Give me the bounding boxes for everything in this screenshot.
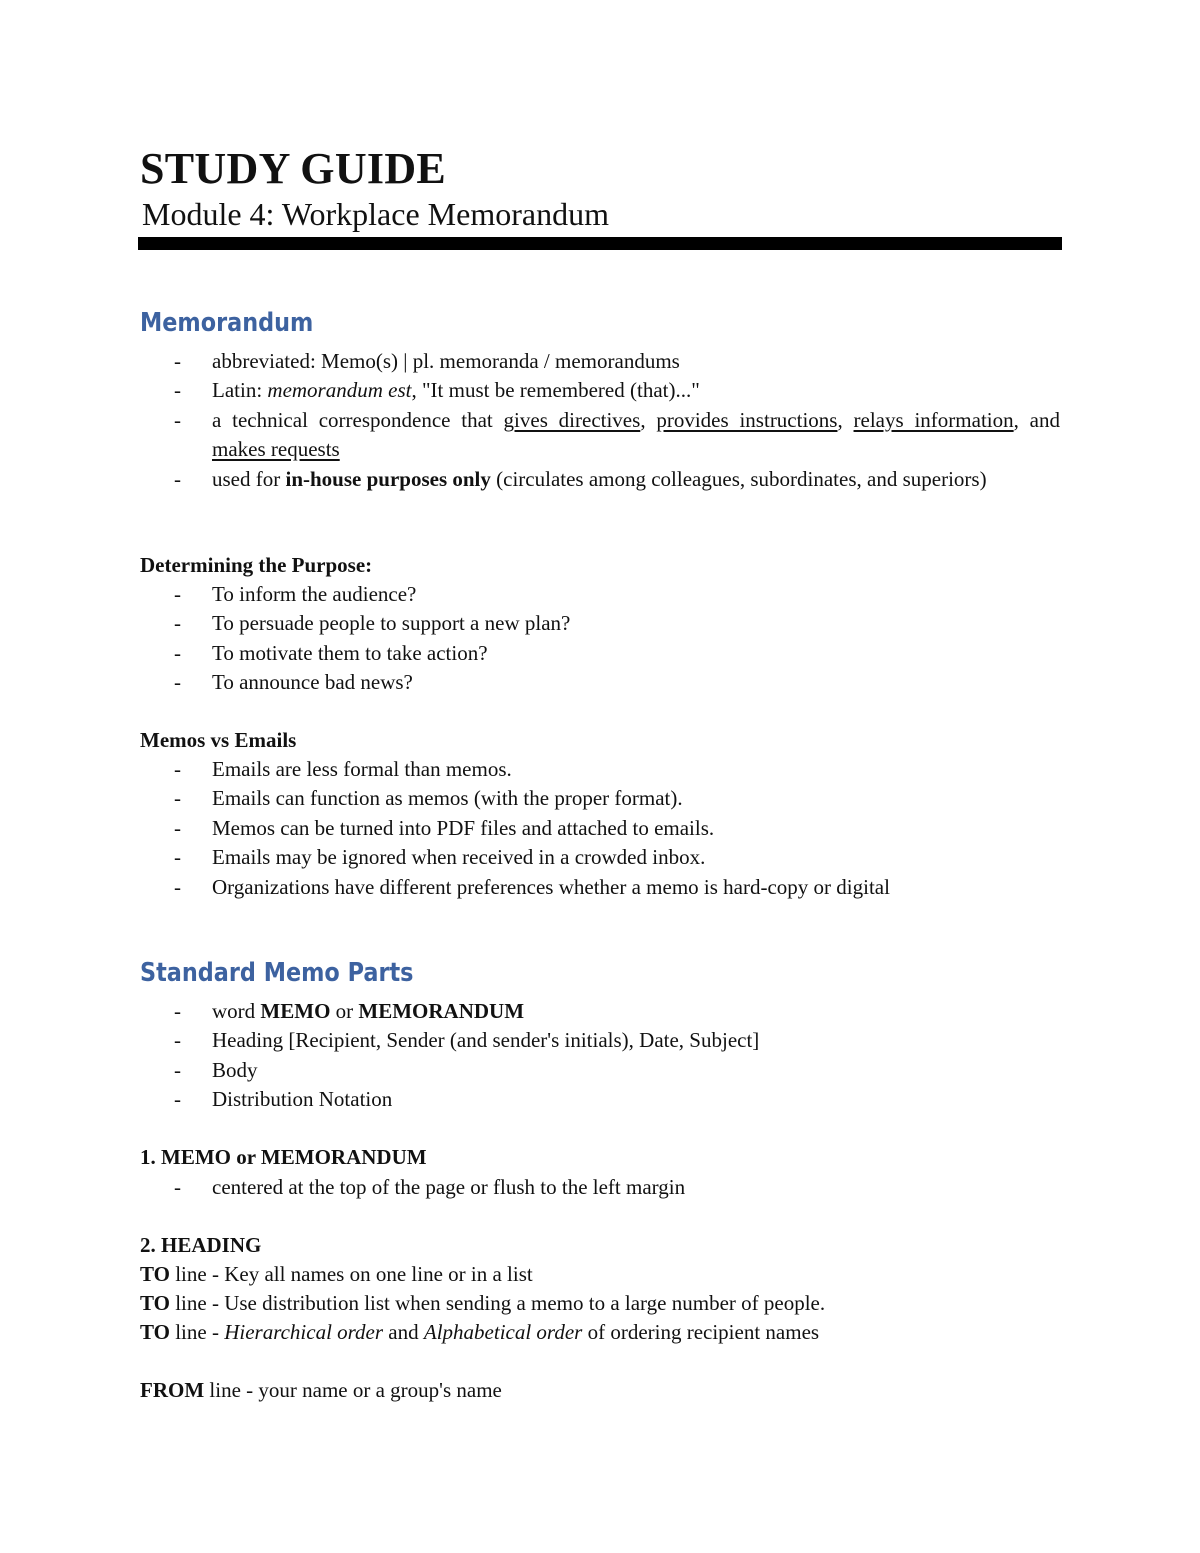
list-item: - Body [140,1056,1060,1085]
list-item: - used for in-house purposes only (circulates among colleagues, subordinates, and superiors) [140,465,1060,494]
from-line: FROM line - your name or a group's name [140,1378,502,1402]
page-title: STUDY GUIDE [140,144,447,193]
section-heading-standard-memo-parts: Standard Memo Parts [140,958,414,988]
to-line-3: TO line - Hierarchical order and Alphabetical order of ordering recipient names [140,1320,820,1344]
section-1-heading: 1. MEMO or MEMORANDUM [140,1145,427,1169]
list-item: - Emails can function as memos (with the proper format). [140,784,1060,813]
section-1-list [140,1173,1060,1202]
bullet-dash: - [174,1028,181,1053]
memos-vs-emails-list [140,755,1060,902]
memorandum-definition-list [140,347,1060,494]
list-item: - centered at the top of the page or flush to the left margin [140,1173,1060,1202]
list-item: - a technical correspondence that gives directives, provides instructions, relays information, and makes requests [174,407,1060,462]
to-line-1: TO line - Key all names on one line or in a list [140,1262,533,1286]
list-item: - Heading [Recipient, Sender (and sender's initials), Date, Subject] [140,1026,1060,1055]
list-item: - Emails are less formal than memos. [140,755,1060,784]
title-divider [138,237,1062,250]
list-item: - To announce bad news? [140,668,1060,697]
list-item: - To inform the audience? [140,580,1060,609]
list-item: - word MEMO or MEMORANDUM [140,997,1060,1026]
bullet-dash: - [174,845,181,870]
page-subtitle: Module 4: Workplace Memorandum [142,196,609,232]
bullet-dash: - [174,1175,181,1199]
list-item: - Memos can be turned into PDF files and attached to emails. [140,814,1060,843]
purpose-list [140,580,1060,698]
bullet-dash: - [174,670,181,695]
list-item: - Emails may be ignored when received in a crowded inbox. [140,843,1060,872]
section-2-heading: 2. HEADING [140,1233,262,1257]
bullet-dash: - [174,640,181,665]
memos-vs-emails-heading: Memos vs Emails [140,728,297,752]
bullet-dash: - [174,407,181,432]
memo-parts-list [140,997,1060,1115]
bullet-dash: - [174,349,181,373]
underlined-term: makes requests [212,437,340,462]
underlined-term: relays information [853,407,1014,432]
list-item: - abbreviated: Memo(s) | pl. memoranda / memorandums [140,347,1060,376]
list-item: - To motivate them to take action? [140,639,1060,668]
bullet-dash: - [174,999,181,1023]
bullet-dash: - [174,786,181,811]
bullet-dash: - [174,757,181,781]
bullet-dash: - [174,1087,181,1112]
list-item: - Latin: memorandum est, "It must be remembered (that)..." [140,376,1060,405]
list-item: - To persuade people to support a new plan? [140,609,1060,638]
section-heading-memorandum: Memorandum [140,308,314,338]
bullet-dash: - [174,815,181,840]
latin-term: memorandum est [267,378,412,403]
purpose-heading: Determining the Purpose: [140,553,373,577]
list-item: - Organizations have different preferences whether a memo is hard-copy or digital [140,873,1060,902]
bullet-dash: - [174,874,181,899]
bullet-dash: - [174,582,181,606]
list-item: - Distribution Notation [140,1085,1060,1114]
emphasis-text: in-house purposes only [285,466,491,491]
to-line-2: TO line - Use distribution list when sending a memo to a large number of people. [140,1291,826,1315]
bullet-dash: - [174,611,181,636]
bullet-dash: - [174,1057,181,1082]
bullet-dash: - [174,378,181,403]
underlined-term: provides instructions [656,407,838,432]
underlined-term: gives directives [503,407,641,432]
bullet-dash: - [174,466,181,491]
